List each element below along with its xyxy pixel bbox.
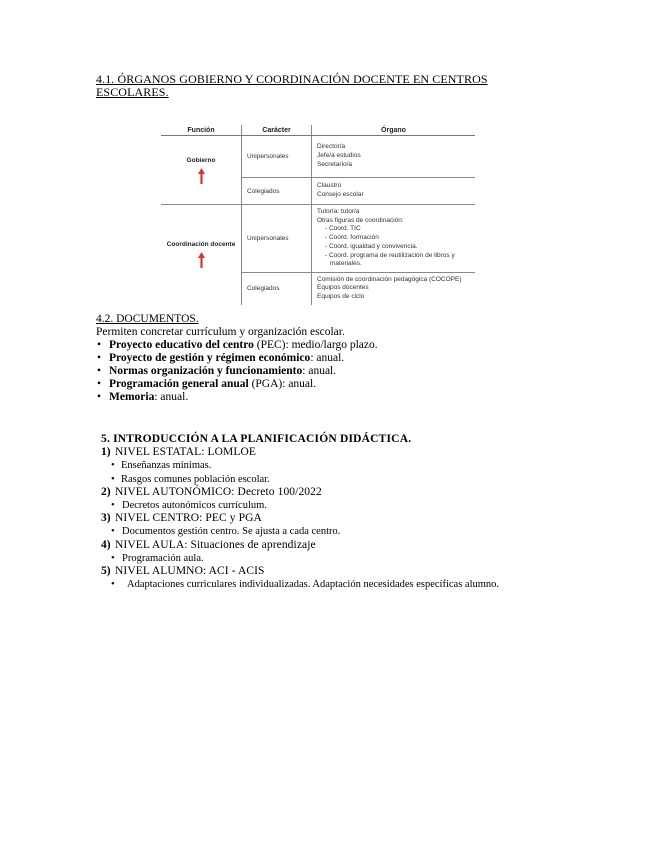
list-item: • Enseñanzas mínimas.	[101, 459, 571, 472]
section-4-1-title: 4.1. ÓRGANOS GOBIERNO Y COORDINACIÓN DOCENTE EN CENTROS ESCOLARES.	[96, 72, 488, 99]
list-item: • Programación aula.	[101, 552, 571, 565]
list-item: • Documentos gestión centro. Se ajusta a cada centro.	[101, 525, 571, 538]
cell-coordinacion	[161, 205, 242, 305]
list-item: • Normas organización y funcionamiento: anual.	[96, 365, 556, 378]
organ-item: Secretario/a	[317, 160, 353, 168]
gobierno-unipersonales: Unipersonales	[242, 136, 312, 178]
organ-item: materiales.	[330, 260, 362, 268]
level-item: 1) NIVEL ESTATAL: LOMLOE	[101, 446, 257, 459]
header-organo: Órgano	[312, 125, 476, 136]
section-4-2-title: 4.2. DOCUMENTOS.	[96, 313, 199, 325]
header-funcion: Función	[161, 125, 242, 136]
up-arrow-icon	[198, 252, 205, 268]
list-item: • Proyecto de gestión y régimen económico: anual.	[96, 352, 556, 365]
cell-gobierno	[161, 136, 242, 205]
up-arrow-icon	[198, 168, 205, 184]
list-item: • Rasgos comunes población escolar.	[101, 473, 571, 486]
list-item: • Decretos autonómicos currículum.	[101, 499, 571, 512]
header-caracter: Carácter	[242, 125, 312, 136]
list-item: • Programación general anual (PGA): anual.	[96, 378, 556, 391]
coordinacion-unipersonales: Unipersonales	[242, 205, 312, 273]
organ-item: Comisión de coordinación pedagógica (COCOPE)	[317, 275, 462, 283]
list-item: • Proyecto educativo del centro (PEC): medio/largo plazo.	[96, 339, 556, 352]
section-5	[101, 433, 571, 591]
list-item: • Adaptaciones curriculares individualizadas. Adaptación necesidades específicas alumno.	[101, 578, 571, 591]
section-4-2-intro: Permiten concretar currículum y organización escolar.	[96, 326, 345, 338]
coordinacion-colegiados: Colegiados	[242, 273, 312, 305]
level-item: 3) NIVEL CENTRO: PEC y PGA	[101, 512, 262, 525]
gobierno-label: Gobierno	[186, 156, 216, 164]
organ-item: Director/a	[317, 143, 346, 151]
organ-item: - Coord. programa de reutilización de libros y	[325, 251, 455, 259]
organ-item: Jefe/a estudios	[317, 152, 361, 160]
organs-table	[161, 125, 475, 305]
gobierno-colegiados: Colegiados	[242, 178, 312, 205]
organ-item: - Coord. igualdad y convivencia.	[325, 242, 418, 250]
coordinacion-unipersonales-organs	[312, 205, 476, 273]
organ-item: - Coord. formación	[325, 234, 379, 242]
list-item: • Memoria: anual.	[96, 391, 556, 404]
coordinacion-colegiados-organs	[312, 273, 476, 305]
section-5-title: 5. INTRODUCCIÓN A LA PLANIFICACIÓN DIDÁCTICA.	[101, 433, 412, 445]
section-4-2	[96, 313, 556, 404]
organ-item: Consejo escolar	[317, 191, 364, 198]
organ-item: Otras figuras de coordinación:	[317, 216, 404, 224]
level-item: 2) NIVEL AUTONÓMICO: Decreto 100/2022	[101, 485, 322, 498]
gobierno-unipersonales-organs	[312, 136, 476, 178]
level-item: 5) NIVEL ALUMNO: ACI - ACIS	[101, 565, 265, 578]
organ-item: - Coord. TIC	[325, 225, 361, 233]
level-item: 4) NIVEL AULA: Situaciones de aprendizaje	[101, 538, 316, 551]
gobierno-colegiados-organs	[312, 178, 476, 205]
organ-item: Tutoría: tutor/a	[317, 208, 360, 216]
organ-item: Claustro	[317, 182, 342, 190]
coordinacion-label: Coordinación docente	[166, 241, 236, 249]
organ-item: Equipos de ciclo	[317, 293, 365, 301]
organ-item: Equipos docentes	[317, 284, 369, 292]
